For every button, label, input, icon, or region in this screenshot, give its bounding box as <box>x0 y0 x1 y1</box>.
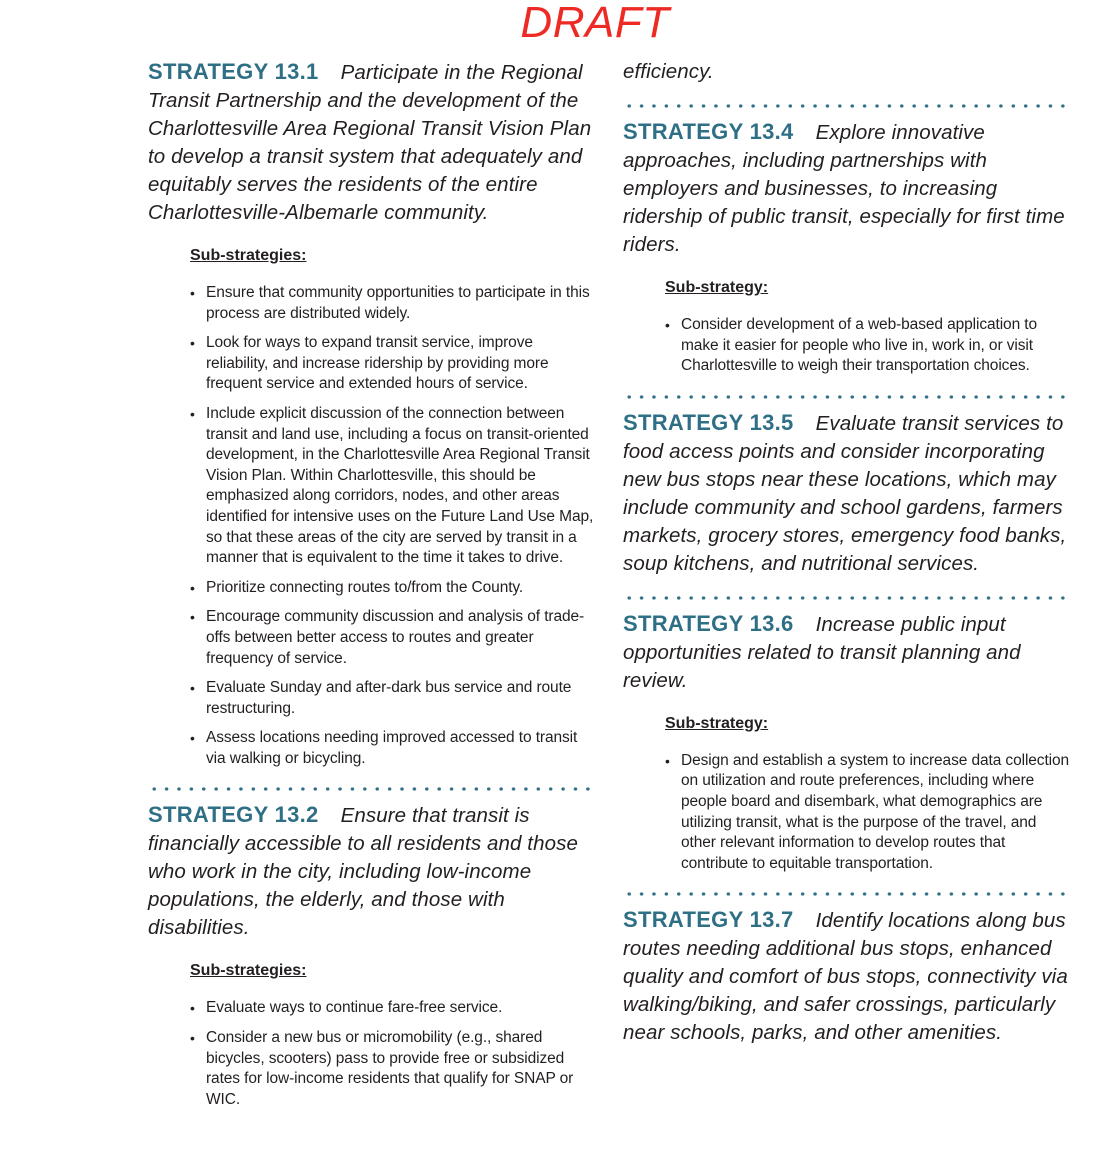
strategy-13-7 <box>623 906 1073 1047</box>
strategy-13-2 <box>148 801 598 942</box>
list-item: • Encourage community discussion and analysis of trade-offs between better access to routes and greater frequency of service. <box>206 607 598 669</box>
list-item: • Assess locations needing improved accessed to transit via walking or bicycling. <box>206 728 598 769</box>
strategy-text: Participate in the Regional Transit Partnership and the development of the Charlottesville Area Regional Transit Vision Plan to develop a transit system that adequately and equitably serves the residents of the entire Charlottesville-Albemarle community. <box>148 61 592 224</box>
list-item: • Look for ways to expand transit service, improve reliability, and increase ridership by providing more frequent service and extended hours of service. <box>206 333 598 395</box>
list-item: • Design and establish a system to increase data collection on utilization and route preferences, including where people board and disembark, what demographics are utilizing transit, what is the purpose of the travel, and other relevant information to develop routes that contribute to equitable transportation. <box>681 751 1073 875</box>
list-item: • Consider a new bus or micromobility (e.g., shared bicycles, scooters) pass to provide free or subsidized rates for low-income residents that qualify for SNAP or WIC. <box>206 1028 598 1110</box>
list-item: • Include explicit discussion of the connection between transit and land use, including a focus on transit-oriented development, in the Charlottesville Area Regional Transit Vision Plan. Within Charlottesville, this should be emphasized along corridors, nodes, and other areas identified for intensive uses on the Future Land Use Map, so that these areas of the city are served by transit in a manner that is equivalent to the time it takes to drive. <box>206 404 598 569</box>
strategy-text: Increase public input opportunities related to transit planning and review. <box>623 612 1021 692</box>
continued-text: efficiency. <box>623 60 714 83</box>
strategy-label: STRATEGY 13.5 <box>623 409 794 435</box>
sub-strategy-list <box>665 315 1073 377</box>
sub-strategies-13-2 <box>190 962 598 1110</box>
list-item: • Consider development of a web-based application to make it easier for people who live in, work in, or visit Charlottesville to weigh their transportation choices. <box>681 315 1073 377</box>
strategy-text: Evaluate transit services to food access points and consider incorporating new bus stops near these locations, which may include community and school gardens, farmers markets, grocery stores, emergency food banks, soup kitchens, and nutritional services. <box>623 411 1067 575</box>
dotted-divider <box>623 395 1073 399</box>
sub-strategies-13-1 <box>190 247 598 769</box>
strategy-13-6 <box>623 610 1073 695</box>
dotted-divider <box>623 104 1073 108</box>
dotted-divider <box>623 596 1073 600</box>
sub-strategy-13-4 <box>665 279 1073 377</box>
strategy-label: STRATEGY 13.4 <box>623 119 794 144</box>
strategy-13-5 <box>623 409 1073 578</box>
sub-strategies-heading: Sub-strategies: <box>190 962 307 980</box>
sub-strategy-heading: Sub-strategy: <box>665 279 769 296</box>
list-item: • Evaluate Sunday and after-dark bus service and route restructuring. <box>206 678 598 719</box>
list-item: • Ensure that community opportunities to participate in this process are distributed widely. <box>206 283 598 324</box>
strategy-text: Ensure that transit is financially accessible to all residents and those who work in the city, including low-income populations, the elderly, and those with disabilities. <box>148 804 578 940</box>
dotted-divider <box>148 787 598 791</box>
left-column <box>148 58 598 1119</box>
sub-strategy-list <box>190 283 598 769</box>
strategy-label: STRATEGY 13.1 <box>148 59 319 84</box>
draft-watermark: DRAFT <box>520 0 670 47</box>
strategy-label: STRATEGY 13.7 <box>623 907 794 933</box>
strategy-text: Explore innovative approaches, including partnerships with employers and businesses, to increasing ridership of public transit, especially for first time riders. <box>623 121 1065 256</box>
list-item: • Evaluate ways to continue fare-free service. <box>206 998 598 1019</box>
strategy-label: STRATEGY 13.2 <box>148 802 319 828</box>
strategy-label: STRATEGY 13.6 <box>623 610 794 636</box>
right-column <box>623 58 1073 1047</box>
strategy-text: Identify locations along bus routes needing additional bus stops, enhanced quality and comfort of bus stops, connectivity via walking/biking, and safer crossings, particularly near schools, parks, and other amenities. <box>623 909 1068 1045</box>
sub-strategy-list <box>665 751 1073 875</box>
list-item: • Prioritize connecting routes to/from the County. <box>206 578 598 599</box>
dotted-divider <box>623 892 1073 896</box>
sub-strategy-13-6 <box>665 715 1073 875</box>
sub-strategies-heading: Sub-strategies: <box>190 247 307 264</box>
strategy-13-1 <box>148 58 598 227</box>
strategy-13-4 <box>623 118 1073 259</box>
sub-strategy-list <box>190 998 598 1110</box>
sub-strategy-heading: Sub-strategy: <box>665 714 769 732</box>
